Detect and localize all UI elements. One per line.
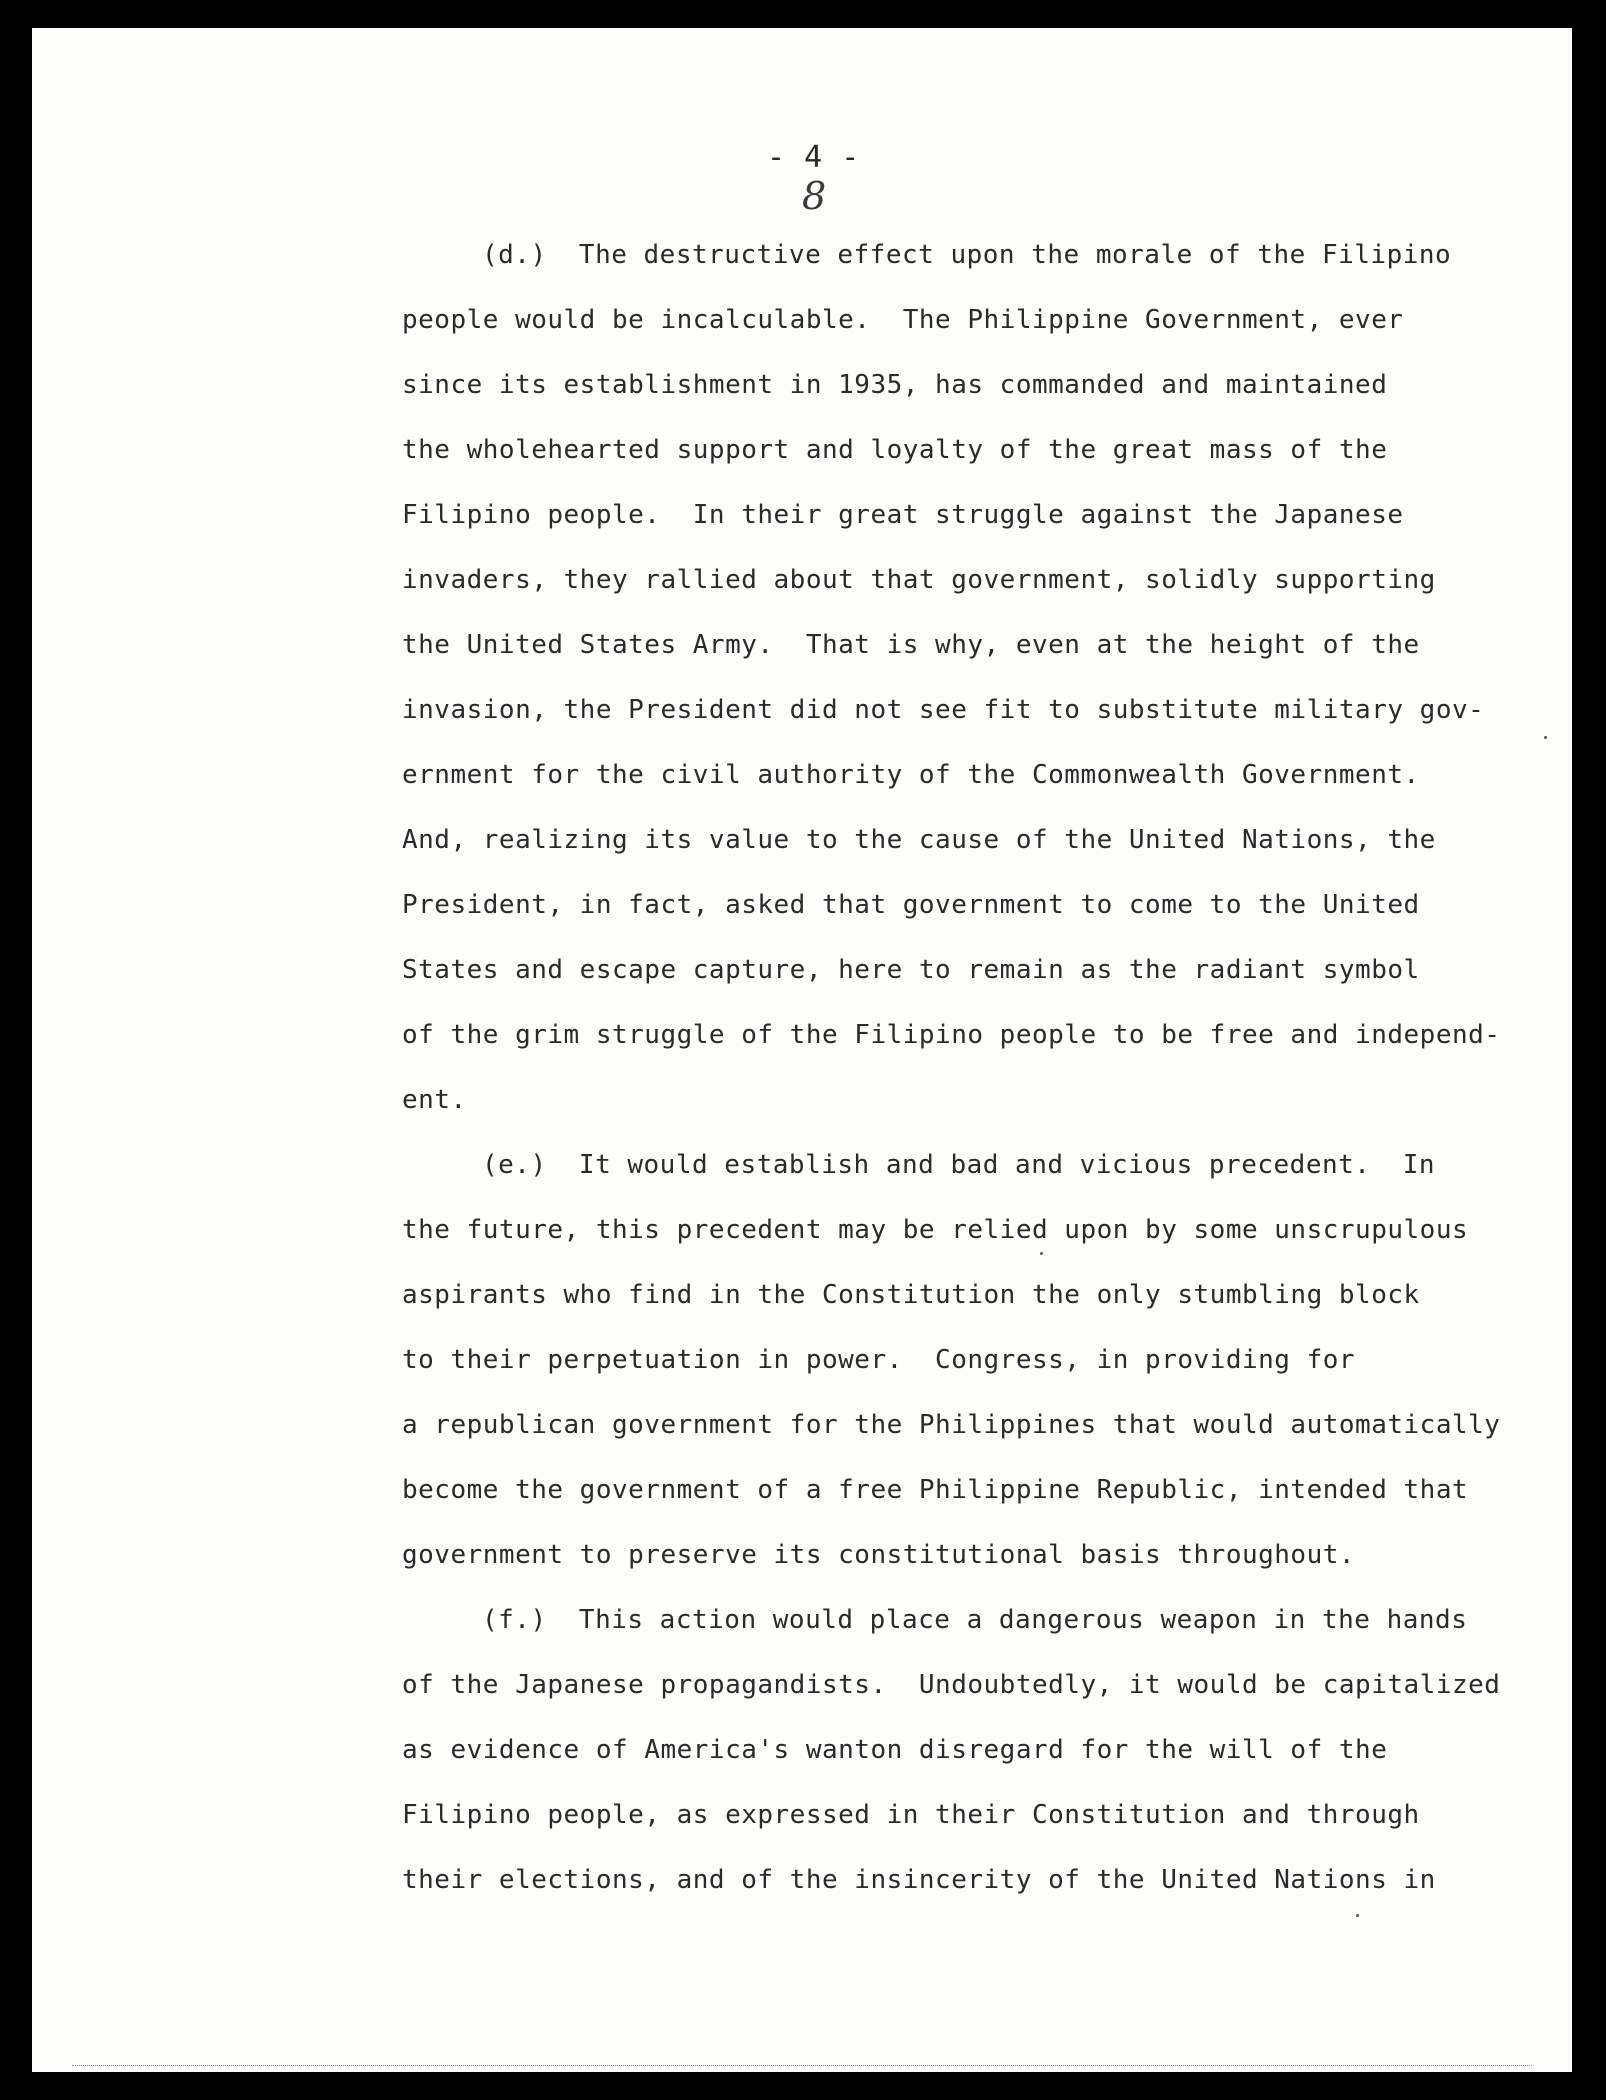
text-line: (f.) This action would place a dangerous weapon in the hands <box>482 1605 1468 1635</box>
text-line: States and escape capture, here to remain as the radiant symbol <box>402 955 1420 985</box>
text-line: Filipino people, as expressed in their Constitution and through <box>402 1800 1420 1830</box>
text-line: become the government of a free Philippine Republic, intended that <box>402 1475 1469 1505</box>
text-line: the United States Army. That is why, even at the height of the <box>402 630 1420 660</box>
text-line: people would be incalculable. The Philippine Government, ever <box>402 305 1404 335</box>
text-line: the wholehearted support and loyalty of the great mass of the <box>402 435 1388 465</box>
text-line: Filipino people. In their great struggle against the Japanese <box>402 500 1404 530</box>
text-line: ent. <box>402 1085 467 1115</box>
scan-speck <box>1040 1252 1043 1255</box>
text-line: of the Japanese propagandists. Undoubtedly, it would be capitalized <box>402 1670 1501 1700</box>
body-text <box>32 28 1572 2072</box>
text-line: as evidence of America's wanton disregard for the will of the <box>402 1735 1388 1765</box>
text-line: ernment for the civil authority of the Commonwealth Government. <box>402 760 1420 790</box>
text-line: a republican government for the Philippines that would automatically <box>402 1410 1501 1440</box>
text-line: their elections, and of the insincerity of the United Nations in <box>402 1865 1436 1895</box>
text-line: of the grim struggle of the Filipino people to be free and independ- <box>402 1020 1501 1050</box>
text-line: to their perpetuation in power. Congress, in providing for <box>402 1345 1356 1375</box>
text-line: the future, this precedent may be relied upon by some unscrupulous <box>402 1215 1469 1245</box>
text-line: invaders, they rallied about that government, solidly supporting <box>402 565 1436 595</box>
scan-speck <box>1356 1914 1359 1917</box>
text-line: President, in fact, asked that government to come to the United <box>402 890 1420 920</box>
text-line: (d.) The destructive effect upon the morale of the Filipino <box>482 240 1452 270</box>
page-number: - 4 - <box>767 140 860 175</box>
text-line: And, realizing its value to the cause of the United Nations, the <box>402 825 1436 855</box>
page-edge-marks <box>72 2057 1532 2066</box>
handwritten-page-mark: 8 <box>802 174 827 218</box>
text-line: government to preserve its constitutional basis throughout. <box>402 1540 1356 1570</box>
text-line: (e.) It would establish and bad and vicious precedent. In <box>482 1150 1436 1180</box>
text-line: invasion, the President did not see fit to substitute military gov- <box>402 695 1485 725</box>
text-line: aspirants who find in the Constitution the only stumbling block <box>402 1280 1420 1310</box>
scan-speck <box>1544 736 1547 739</box>
text-line: since its establishment in 1935, has commanded and maintained <box>402 370 1388 400</box>
document-page <box>32 28 1572 2072</box>
